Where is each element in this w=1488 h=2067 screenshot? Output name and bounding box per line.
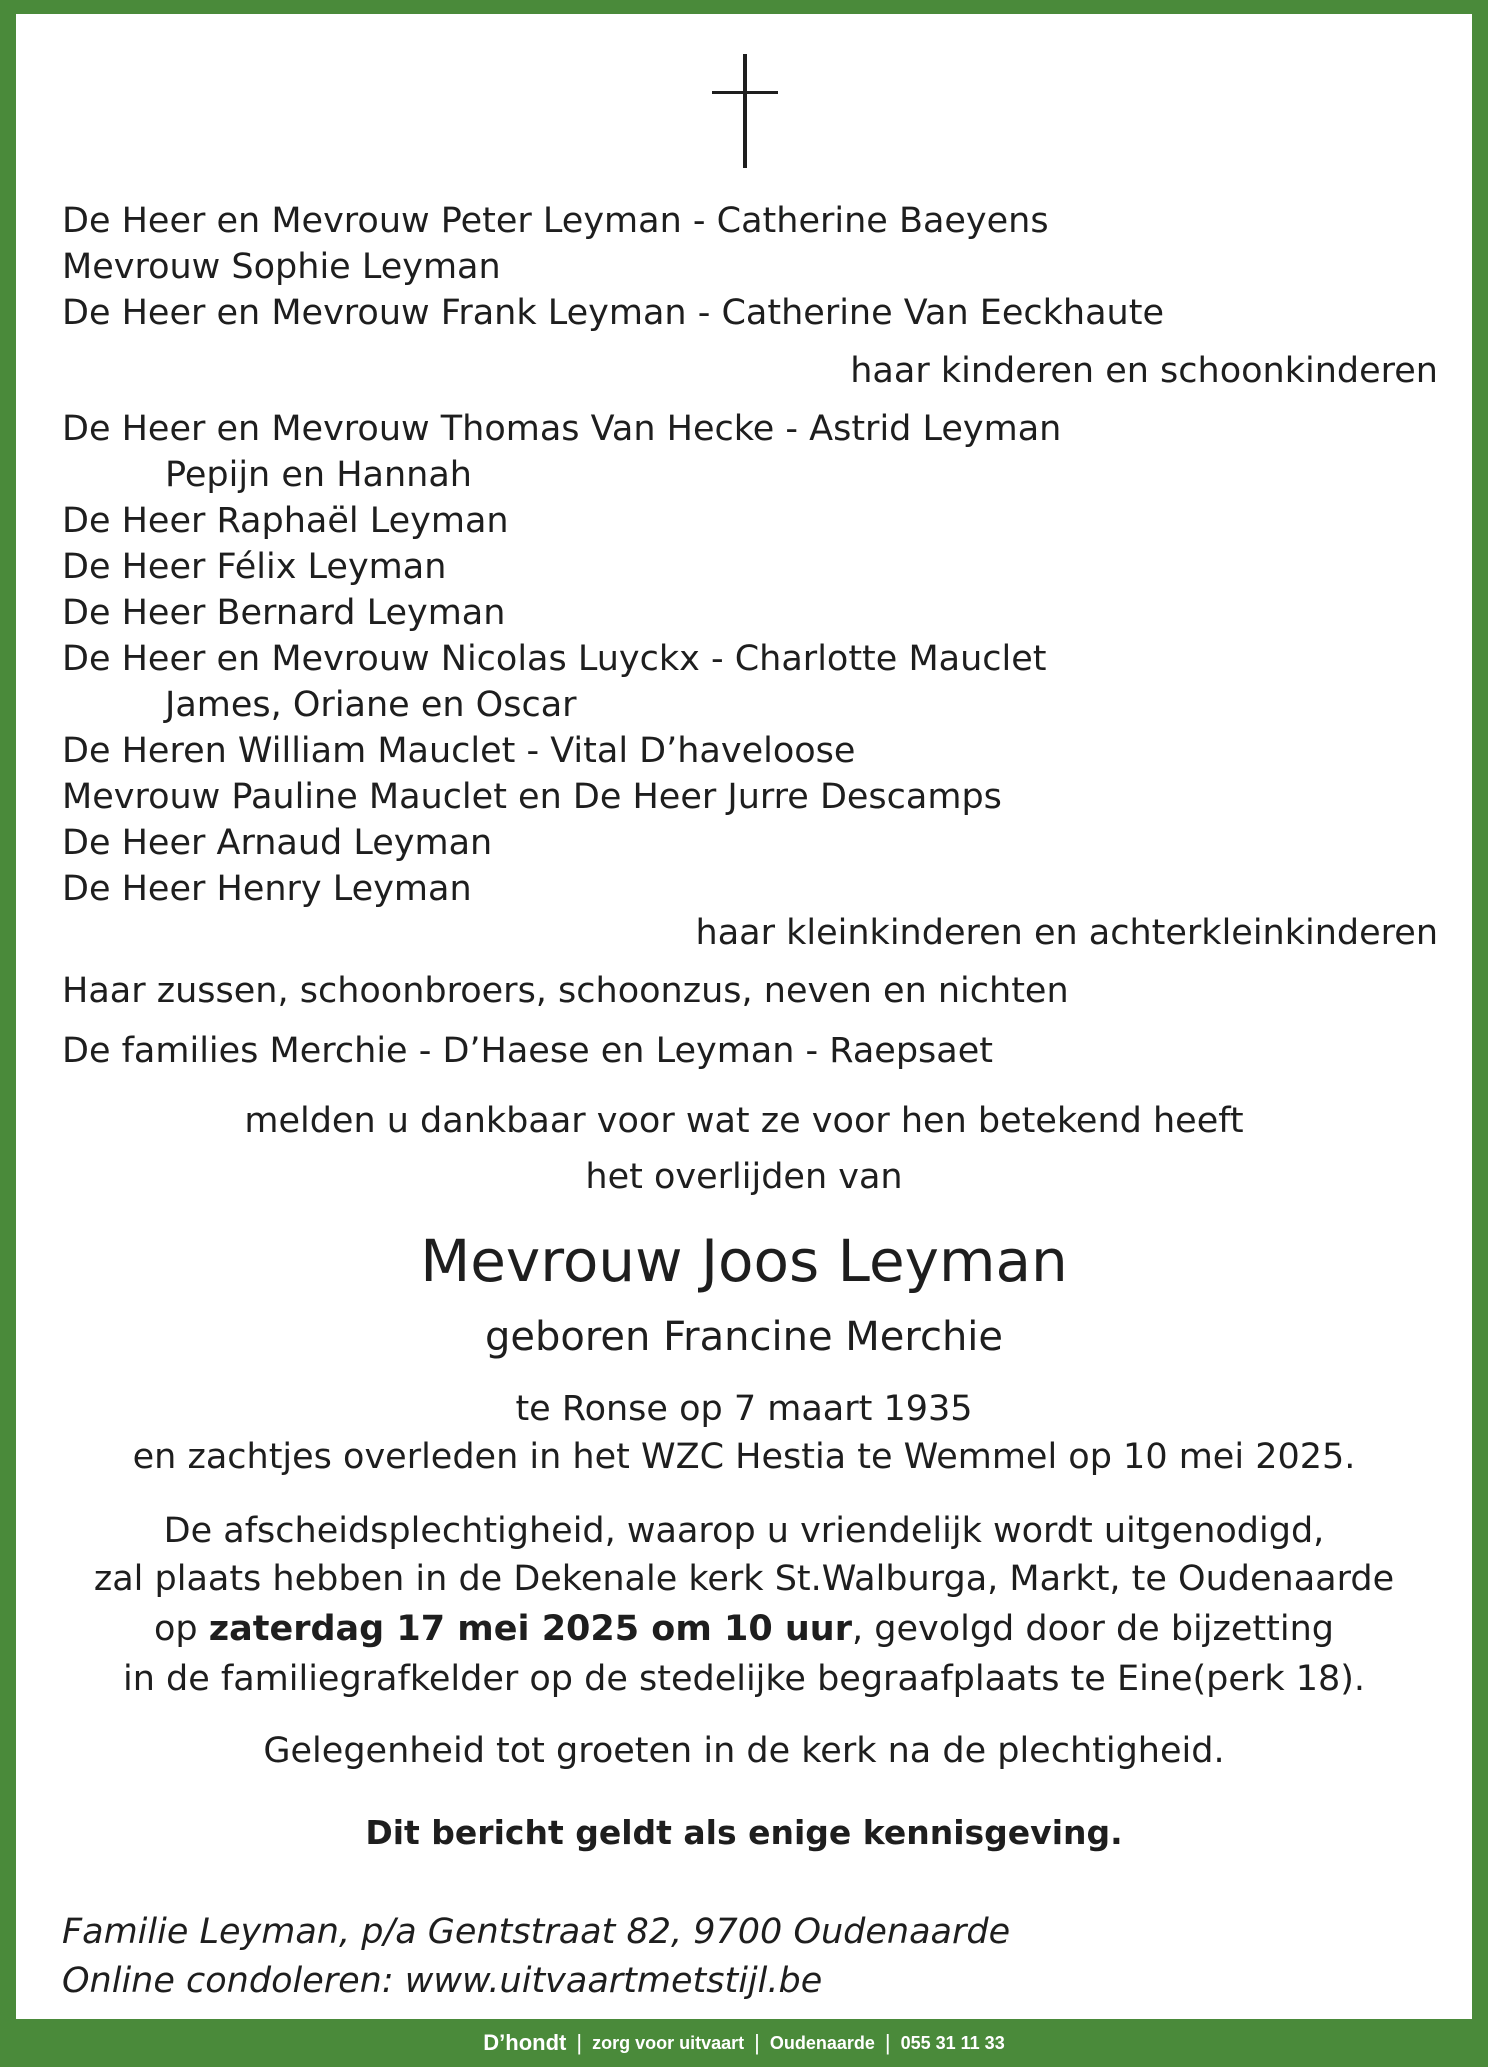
families-line: De families Merchie - D’Haese en Leyman - Raepsaet (62, 1031, 993, 1071)
maiden-name: geboren Francine Merchie (484, 1314, 1004, 1360)
notice-line: Dit bericht geldt als enige kennisgeving. (365, 1813, 1123, 1852)
grandchild-line: De Heer Arnaud Leyman (62, 823, 493, 863)
grandchild-line: De Heer Félix Leyman (62, 547, 447, 587)
footer-separator: | (576, 2030, 583, 2055)
ceremony-line: De afscheidsplechtigheid, waarop u vriendelijk wordt uitgenodigd, (163, 1511, 1325, 1551)
ceremony-suffix: , gevolgd door de bijzetting (851, 1609, 1334, 1649)
grandchild-line: De Heer Bernard Leyman (62, 593, 506, 633)
announce-line: het overlijden van (585, 1157, 903, 1197)
frame-top-border (0, 0, 1488, 14)
grandchild-line: De Heer en Mevrouw Thomas Van Hecke - Astrid Leyman (62, 409, 1062, 449)
footer-separator: | (754, 2030, 760, 2055)
frame-right-border (1472, 0, 1488, 2067)
contact-line: Familie Leyman, p/a Gentstraat 82, 9700 Oudenaarde (62, 1912, 1011, 1952)
ceremony-date-line (16, 1608, 1472, 1650)
ceremony-line: in de familiegrafkelder op de stedelijke begraafplaats te Eine(perk 18). (122, 1659, 1366, 1699)
grandchild-line: De Heer Henry Leyman (62, 869, 472, 909)
great-grandchild-line: Pepijn en Hannah (165, 455, 472, 495)
announce-line: melden u dankbaar voor wat ze voor hen betekend heeft (244, 1101, 1244, 1141)
grandchild-line: De Heren William Mauclet - Vital D’haveloose (62, 731, 856, 771)
family-line: De Heer en Mevrouw Frank Leyman - Catherine Van Eeckhaute (62, 293, 1164, 333)
footer-brand: D’hondt (483, 2030, 567, 2055)
death-line: en zachtjes overleden in het WZC Hestia te Wemmel op 10 mei 2025. (132, 1437, 1356, 1477)
footer-separator: | (884, 2030, 891, 2055)
grandchild-line: De Heer Raphaël Leyman (62, 501, 509, 541)
frame-left-border (0, 0, 16, 2067)
greeting-line: Gelegenheid tot groeten in de kerk na de plechtigheid. (263, 1731, 1225, 1771)
birth-line: te Ronse op 7 maart 1935 (515, 1389, 973, 1429)
online-condolence-line: Online condoleren: www.uitvaartmetstijl.be (62, 1961, 823, 2001)
ceremony-line: zal plaats hebben in de Dekenale kerk St.Walburga, Markt, te Oudenaarde (93, 1559, 1395, 1599)
family-line: De Heer en Mevrouw Peter Leyman - Catherine Baeyens (62, 201, 1049, 241)
relatives-line: Haar zussen, schoonbroers, schoonzus, neven en nichten (62, 971, 1069, 1011)
ceremony-prefix: op (154, 1609, 209, 1649)
footer-bar (0, 2019, 1488, 2067)
cross-icon-bar (712, 91, 778, 94)
children-label: haar kinderen en schoonkinderen (850, 351, 1438, 391)
great-grandchild-line: James, Oriane en Oscar (165, 685, 577, 725)
grandchildren-label: haar kleinkinderen en achterkleinkinderen (695, 913, 1438, 953)
footer-phone: 055 31 11 33 (900, 2032, 1005, 2053)
grandchild-line: De Heer en Mevrouw Nicolas Luyckx - Charlotte Mauclet (62, 639, 1047, 679)
deceased-name: Mevrouw Joos Leyman (420, 1227, 1068, 1295)
cross-icon (743, 54, 747, 168)
family-line: Mevrouw Sophie Leyman (62, 247, 501, 287)
ceremony-date: zaterdag 17 mei 2025 om 10 uur (208, 1609, 852, 1649)
grandchild-line: Mevrouw Pauline Mauclet en De Heer Jurre Descamps (62, 777, 1002, 817)
footer-service: zorg voor uitvaart (592, 2032, 745, 2053)
footer-city: Oudenaarde (769, 2032, 875, 2053)
